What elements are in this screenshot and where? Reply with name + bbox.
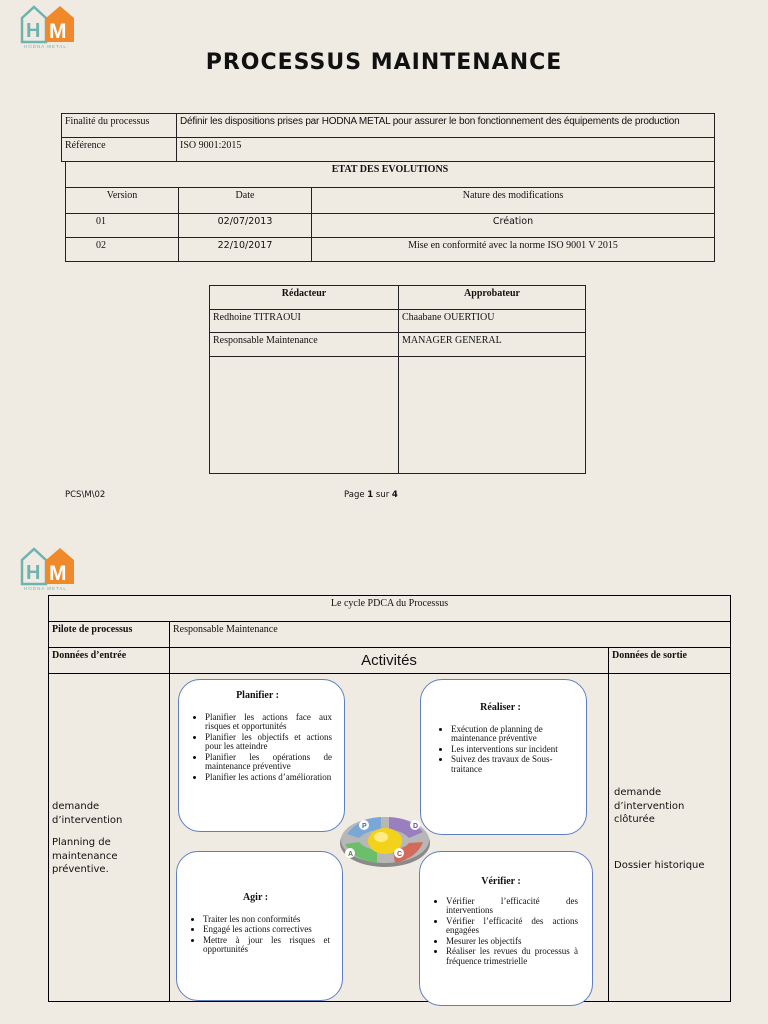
realiser-title: Réaliser : bbox=[480, 702, 521, 713]
version-cell: 02 bbox=[66, 238, 179, 262]
document-code: PCS\M\02 bbox=[65, 490, 106, 500]
info-value: Définir les dispositions prises par HODNA METAL pour assurer le bon fonctionnement des équipements de production bbox=[177, 114, 715, 138]
activities-header: Activités bbox=[170, 648, 609, 674]
svg-text:H: H bbox=[26, 562, 41, 584]
col-header-date: Date bbox=[179, 188, 312, 214]
output-demande-cloturee: demande d’intervention clôturée bbox=[614, 787, 685, 825]
svg-text:M: M bbox=[49, 562, 67, 585]
company-logo bbox=[20, 4, 76, 50]
pilote-label: Pilote de processus bbox=[49, 622, 170, 648]
list-item: • Planifier les objectifs et actions pour les atteindre bbox=[205, 733, 332, 752]
col-header-nature: Nature des modifications bbox=[312, 188, 715, 214]
list-item: • Mesurer les objectifs bbox=[446, 937, 578, 946]
list-item: • Les interventions sur incident bbox=[451, 745, 572, 754]
info-label: Finalité du processus bbox=[62, 114, 177, 138]
list-item: • Vérifier l’efficacité des actions engagées bbox=[446, 917, 578, 936]
date-cell: 02/07/2013 bbox=[179, 214, 312, 238]
list-item: • Suivez des travaux de Sous-traitance bbox=[451, 755, 572, 774]
nature-cell: Mise en conformité avec la norme ISO 9001 V 2015 bbox=[312, 238, 715, 262]
pdca-letter-d: D bbox=[413, 823, 419, 830]
pilote-value: Responsable Maintenance bbox=[170, 622, 731, 648]
info-row-reference bbox=[62, 138, 715, 162]
pdca-cycle-title: Le cycle PDCA du Processus bbox=[49, 596, 731, 622]
list-item: • Mettre à jour les risques et opportunités bbox=[203, 936, 330, 955]
output-dossier-historique: Dossier historique bbox=[614, 860, 705, 871]
redacteur-name: Redhoine TITRAOUI bbox=[210, 310, 399, 333]
agir-title: Agir : bbox=[242, 892, 269, 903]
input-demande: demande d’intervention bbox=[52, 801, 123, 826]
pdca-wheel bbox=[337, 812, 433, 870]
table-row bbox=[66, 238, 715, 262]
pdca-letter-a: A bbox=[348, 851, 354, 858]
list-item: • Vérifier l’efficacité des interventions bbox=[446, 897, 578, 916]
company-logo-2 bbox=[20, 546, 76, 592]
table-row bbox=[66, 214, 715, 238]
pdca-letter-p: P bbox=[362, 823, 367, 830]
svg-text:HODNA METAL: HODNA METAL bbox=[24, 586, 67, 591]
approbateur-name: Chaabane OUERTIOU bbox=[399, 310, 586, 333]
planifier-title: Planifier : bbox=[236, 690, 279, 701]
list-item: • Traiter les non conformités bbox=[203, 915, 330, 924]
agir-box bbox=[176, 851, 343, 1001]
svg-text:H: H bbox=[26, 20, 41, 42]
nature-cell: Création bbox=[312, 214, 715, 238]
process-info-table bbox=[61, 113, 715, 162]
col-header-version: Version bbox=[66, 188, 179, 214]
outputs-header: Données de sortie bbox=[609, 648, 731, 674]
list-item: • Exécution de planning de maintenance préventive bbox=[451, 725, 572, 744]
realiser-box bbox=[420, 679, 587, 835]
version-cell: 01 bbox=[66, 214, 179, 238]
svg-text:M: M bbox=[49, 20, 67, 43]
verifier-box bbox=[419, 851, 593, 1006]
info-row-finalite bbox=[62, 114, 715, 138]
svg-text:HODNA METAL: HODNA METAL bbox=[24, 44, 67, 49]
inputs-header: Données d’entrée bbox=[49, 648, 170, 674]
list-item: • Engagé les actions correctives bbox=[203, 925, 330, 934]
verifier-title: Vérifier : bbox=[481, 876, 521, 887]
info-label: Référence bbox=[62, 138, 177, 162]
redacteur-header: Rédacteur bbox=[210, 286, 399, 310]
approbateur-header: Approbateur bbox=[399, 286, 586, 310]
list-item: • Planifier les actions face aux risques et opportunités bbox=[205, 713, 332, 732]
page-title: PROCESSUS MAINTENANCE bbox=[205, 50, 563, 75]
date-cell: 22/10/2017 bbox=[179, 238, 312, 262]
approbateur-role: MANAGER GENERAL bbox=[399, 333, 586, 357]
input-planning: Planning de maintenance préventive. bbox=[52, 837, 118, 875]
signatures-table bbox=[209, 285, 586, 474]
pdca-letter-c: C bbox=[397, 851, 403, 858]
approbateur-signature bbox=[399, 357, 586, 474]
info-value: ISO 9001:2015 bbox=[177, 138, 715, 162]
evolutions-table bbox=[65, 161, 715, 262]
list-item: • Planifier les actions d’amélioration bbox=[205, 773, 332, 782]
redacteur-signature bbox=[210, 357, 399, 474]
evolutions-title: ETAT DES EVOLUTIONS bbox=[66, 162, 715, 188]
list-item: • Planifier les opérations de maintenance préventive bbox=[205, 753, 332, 772]
outputs-cell bbox=[609, 674, 731, 1002]
planifier-box bbox=[178, 679, 345, 832]
redacteur-role: Responsable Maintenance bbox=[210, 333, 399, 357]
list-item: • Réaliser les revues du processus à fréquence trimestrielle bbox=[446, 947, 578, 966]
page-number: Page 1 sur 4 bbox=[344, 490, 398, 500]
